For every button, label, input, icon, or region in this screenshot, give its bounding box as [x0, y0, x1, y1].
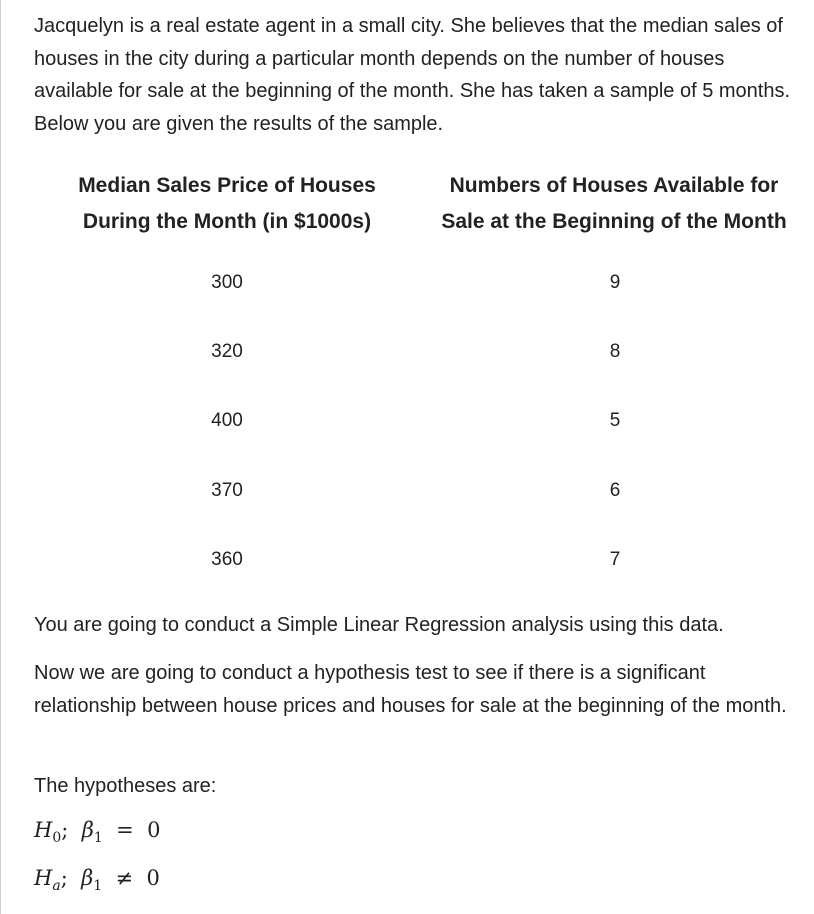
price-column-header [58, 168, 396, 240]
h0-beta: β [81, 818, 94, 842]
ha-subscript: a [52, 878, 61, 894]
h0-value: 0 [147, 818, 161, 842]
price-header-line-2: During the Month (in $1000s) [82, 210, 372, 233]
ha-beta: β [81, 866, 94, 890]
available-cell: 8 [609, 341, 621, 362]
h0-symbol: H [34, 818, 53, 842]
hypotheses-label: The hypotheses are: [34, 775, 217, 797]
available-header-line-2: Sale at the Beginning of the Month [441, 210, 787, 233]
price-cell: 320 [211, 341, 243, 362]
available-cell: 9 [609, 272, 621, 293]
h0-beta-subscript: 1 [93, 830, 103, 846]
available-column-header [419, 168, 809, 240]
ha-symbol: H [34, 866, 53, 890]
price-cell: 300 [211, 272, 243, 293]
intro-paragraph: Jacquelyn is a real estate agent in a small city. She believes that the median sales of houses in the city during a particular month depends on the number of houses available for sale at the beginning of the month. She has taken a sample of 5 months. Below you are given the results of the sample. [34, 15, 791, 135]
ha-beta-subscript: 1 [93, 878, 103, 894]
price-header-line-1: Median Sales Price of Houses [78, 174, 376, 197]
available-cell: 5 [609, 410, 621, 431]
alternative-hypothesis [34, 866, 160, 894]
slr-paragraph: You are going to conduct a Simple Linear Regression analysis using this data. [34, 614, 724, 636]
h0-separator: ; [61, 818, 69, 842]
price-cell: 400 [211, 410, 243, 431]
h0-relation: = [116, 818, 134, 842]
ha-relation: ≠ [115, 866, 134, 890]
ha-value: 0 [146, 866, 160, 890]
available-cell: 6 [609, 480, 621, 501]
ha-separator: ; [60, 866, 68, 890]
null-hypothesis [34, 818, 160, 846]
available-cell: 7 [609, 549, 621, 570]
hypothesis-test-paragraph: Now we are going to conduct a hypothesis test to see if there is a significant relationship between house prices and houses for sale at the beginning of the month. [34, 662, 787, 717]
h0-subscript: 0 [52, 830, 62, 846]
available-header-line-1: Numbers of Houses Available for [449, 174, 779, 197]
price-cell: 370 [211, 480, 243, 501]
price-cell: 360 [211, 549, 243, 570]
